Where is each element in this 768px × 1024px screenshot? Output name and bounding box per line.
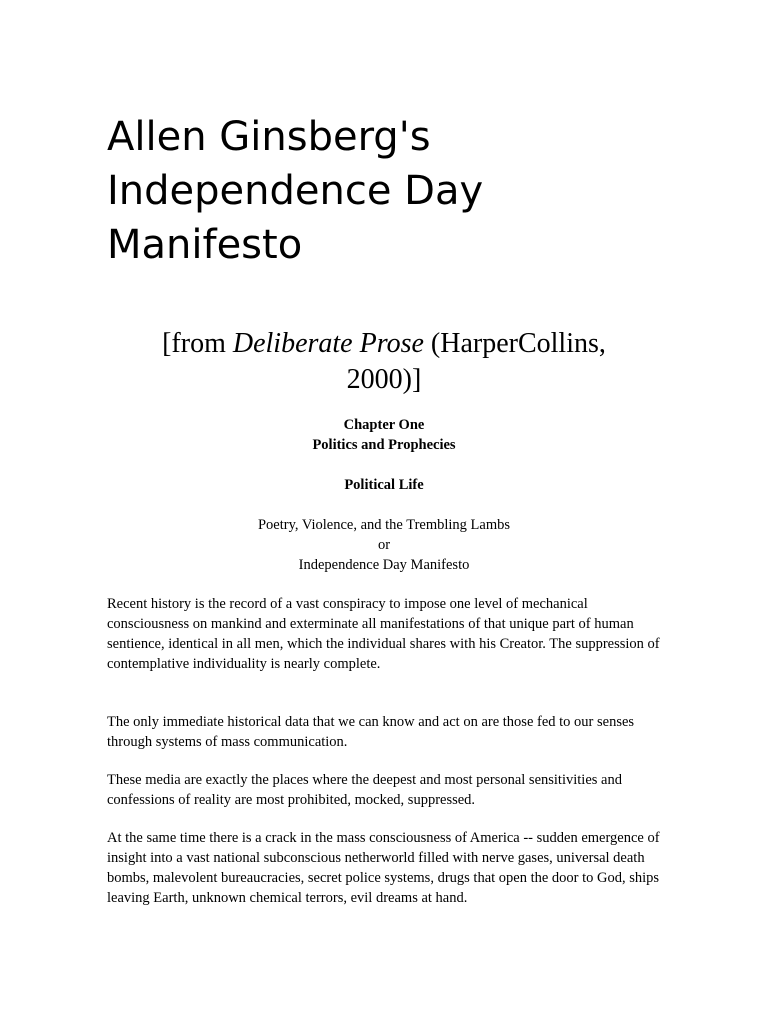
source-citation [107, 326, 661, 398]
essay-title [107, 515, 661, 575]
title-line-3: Manifesto [107, 222, 303, 268]
source-prefix: [from [162, 328, 233, 359]
paragraph: The only immediate historical data that we can know and act on are those fed to our senses through systems of mass communication. [107, 714, 635, 750]
source-book-title: Deliberate Prose [232, 328, 424, 359]
paragraph: Recent history is the record of a vast conspiracy to impose one level of mechanical consciousness on mankind and exterminate all manifestations of that unique part of human sentience, identical in all men, which the individual shares with his Creator. The suppression of contemplative individuality is nearly complete. [107, 596, 660, 672]
essay-title-line-1: Poetry, Violence, and the Trembling Lambs [257, 517, 511, 533]
title-line-2: Independence Day [107, 168, 484, 214]
paragraph: These media are exactly the places where the deepest and most personal sensitivities and confessions of reality are most prohibited, mocked, suppressed. [107, 772, 622, 808]
chapter-heading [107, 415, 661, 455]
chapter-name: Politics and Prophecies [312, 437, 456, 453]
essay-title-line-3: Independence Day Manifesto [298, 557, 470, 573]
document-title [107, 110, 707, 272]
source-year: 2000)] [346, 364, 422, 395]
source-publisher: (HarperCollins, [423, 328, 606, 359]
section-heading [107, 475, 661, 495]
section-title: Political Life [344, 477, 424, 493]
essay-title-line-2: or [377, 537, 391, 553]
paragraph: At the same time there is a crack in the mass consciousness of America -- sudden emergence of insight into a vast national subconscious netherworld filled with nerve gases, universal death bombs, malevolent bureaucracies, secret police systems, drugs that open the door to God, ships leaving Earth, unknown chemical terrors, evil dreams at hand. [107, 830, 660, 906]
title-line-1: Allen Ginsberg's [107, 114, 431, 160]
chapter-number: Chapter One [343, 417, 425, 433]
